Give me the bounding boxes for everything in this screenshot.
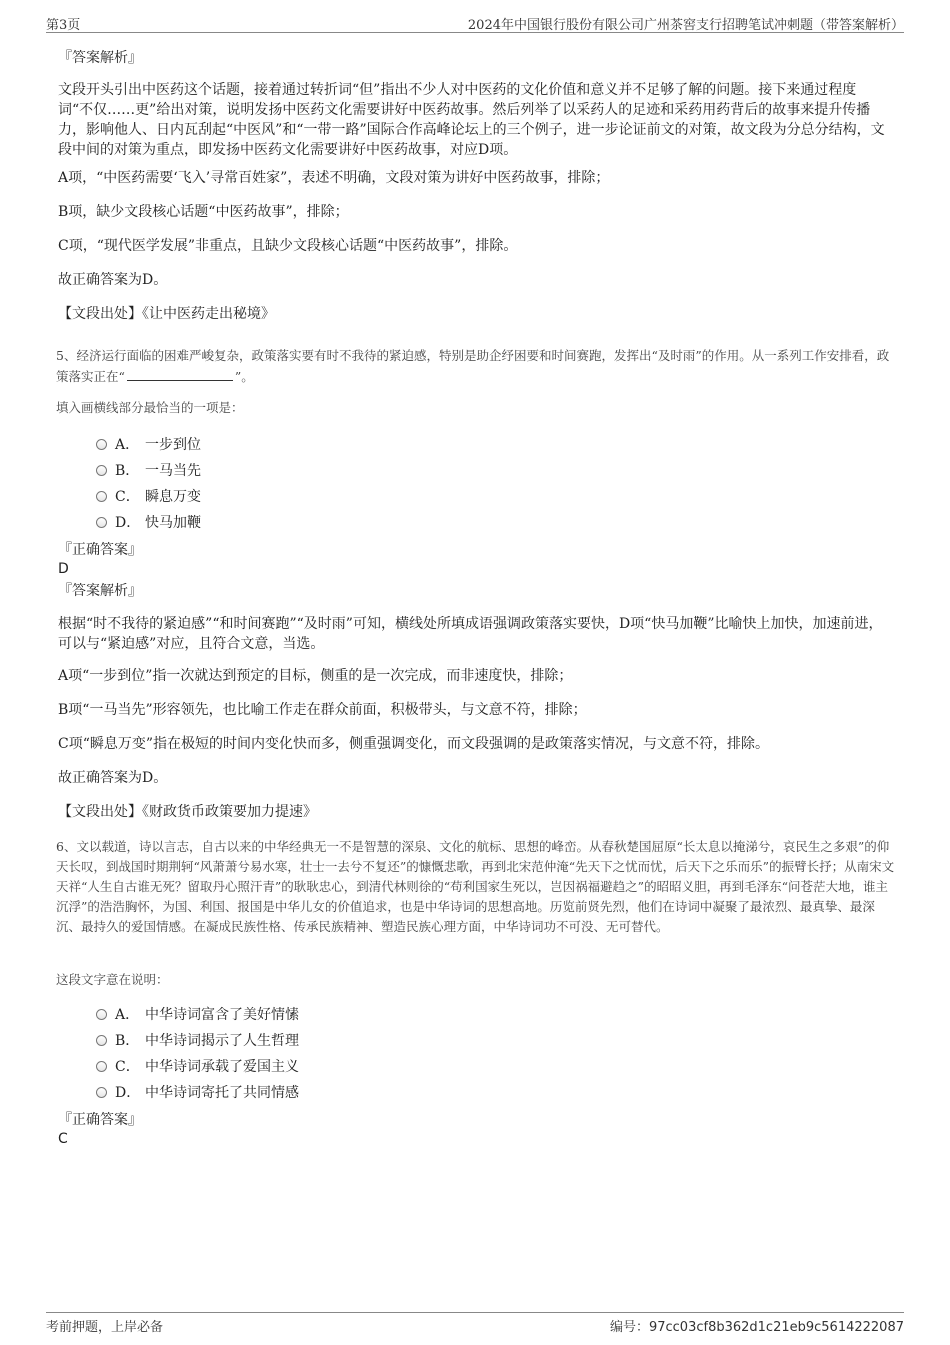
q5-blank-line xyxy=(127,366,233,381)
q5-answer: D xyxy=(58,561,69,577)
footer-slogan: 考前押题，上岸必备 xyxy=(46,1320,164,1335)
footer-code-value: 97cc03cf8b362d1c21eb9c5614222087 xyxy=(648,1320,904,1335)
q6-option-b[interactable]: B． 中华诗词揭示了人生哲理 xyxy=(96,1031,299,1051)
q5-option-a[interactable]: A． 一步到位 xyxy=(96,435,201,455)
q5-option-b-note: B项“一马当先”形容领先，也比喻工作走在群众前面，积极带头，与文意不符，排除； xyxy=(58,702,587,718)
radio-icon[interactable] xyxy=(96,1087,107,1098)
page-footer xyxy=(46,1312,904,1335)
q5-source: 【文段出处】《财政货币政策要加力提速》 xyxy=(58,804,317,820)
radio-icon[interactable] xyxy=(96,1009,107,1020)
q5-analysis-text: 根据“时不我待的紧迫感”“和时间赛跑”“及时雨”可知，横线处所填成语强调政策落实要快，D项“快马加鞭”比喻快上加快，加速前进，可以与“紧迫感”对应，且符合文意，当选。 xyxy=(58,616,883,652)
page-number: 第3页 xyxy=(46,18,81,33)
q5-prompt: 填入画横线部分最恰当的一项是： xyxy=(56,400,244,415)
page-header xyxy=(46,12,904,33)
radio-icon[interactable] xyxy=(96,439,107,450)
q4-option-c-note: C项，“现代医学发展”非重点，且缺少文段核心话题“中医药故事”，排除。 xyxy=(58,238,518,254)
radio-icon[interactable] xyxy=(96,491,107,502)
q5-option-c-note: C项“瞬息万变”指在极短的时间内变化快而多，侧重强调变化，而文段强调的是政策落实情况，与文意不符，排除。 xyxy=(58,736,770,752)
footer-code-label: 编号： xyxy=(609,1320,649,1335)
q4-source: 【文段出处】《让中医药走出秘境》 xyxy=(58,306,275,322)
q4-conclusion: 故正确答案为D。 xyxy=(58,272,168,288)
q5-stem xyxy=(56,346,896,387)
q6-prompt: 这段文字意在说明： xyxy=(56,972,169,987)
q5-option-a-note: A项“一步到位”指一次就达到预定的目标，侧重的是一次完成，而非速度快，排除； xyxy=(58,668,573,684)
footer-code xyxy=(610,1316,904,1335)
q6-option-c[interactable]: C． 中华诗词承载了爱国主义 xyxy=(96,1057,299,1077)
q6-option-a[interactable]: A． 中华诗词富含了美好情愫 xyxy=(96,1005,299,1025)
radio-icon[interactable] xyxy=(96,465,107,476)
q5-option-b[interactable]: B． 一马当先 xyxy=(96,461,201,481)
document-title: 2024年中国银行股份有限公司广州茶窖支行招聘笔试冲刺题（带答案解析） xyxy=(467,18,904,33)
q6-answer-tag: 『正确答案』 xyxy=(58,1112,142,1128)
q5-analysis-tag: 『答案解析』 xyxy=(58,583,142,599)
q5-option-d[interactable]: D． 快马加鞭 xyxy=(96,513,201,533)
radio-icon[interactable] xyxy=(96,517,107,528)
q6-stem: 6、文以载道，诗以言志，自古以来的中华经典无一不是智慧的深泉、文化的航标、思想的峰峦。从春秋楚国屈原“长太息以掩涕兮，哀民生之多艰”的仰天长叹，到战国时期荆轲“风萧萧兮易水寒，壮士一去兮不复还”的慷慨悲歌，再到北宋范仲淹“先天下之忧而忧，后天下之乐而乐”的振臂长抒；从南宋文天祥“人生自古谁无死？留取丹心照汗青”的耿耿忠心，到清代林则徐的“苟利国家生死以，岂因祸福避趋之”的昭昭义胆，再到毛泽东“问苍茫大地，谁主沉浮”的浩浩胸怀，为国、利国、报国是中华儿女的价值追求，也是中华诗词的思想高地。历览前贤先烈，他们在诗词中凝聚了最浓烈、最真挚、最深沉、最持久的爱国情感。在凝成民族性格、传承民族精神、塑造民族心理方面，中华诗词功不可没、无可替代。 xyxy=(56,839,895,934)
q6-answer: C xyxy=(58,1131,68,1147)
q5-option-c[interactable]: C． 瞬息万变 xyxy=(96,487,201,507)
radio-icon[interactable] xyxy=(96,1035,107,1046)
q5-stem-b: ”。 xyxy=(234,369,254,384)
q5-answer-tag: 『正确答案』 xyxy=(58,542,142,558)
q4-analysis-tag: 『答案解析』 xyxy=(58,50,142,66)
q4-option-a-note: A项，“中医药需要‘飞入’寻常百姓家”，表述不明确，文段对策为讲好中医药故事，排除； xyxy=(58,170,610,186)
q5-conclusion: 故正确答案为D。 xyxy=(58,770,168,786)
q4-analysis-text: 文段开头引出中医药这个话题，接着通过转折词“但”指出不少人对中医药的文化价值和意义并不足够了解的问题。接下来通过程度词“不仅……更”给出对策，说明发扬中医药文化需要讲好中医药故事。然后列举了以采药人的足迹和采药用药背后的故事来提升传播力，影响他人、日内瓦刮起“中医风”和“一带一路”国际合作高峰论坛上的三个例子，进一步论证前文的对策，故文段为分总分结构，文段中间的对策为重点，即发扬中医药文化需要讲好中医药故事，对应D项。 xyxy=(58,82,885,158)
radio-icon[interactable] xyxy=(96,1061,107,1072)
q6-option-d[interactable]: D． 中华诗词寄托了共同情感 xyxy=(96,1083,299,1103)
q5-stem-a: 5、经济运行面临的困难严峻复杂，政策落实要有时不我待的紧迫感，特别是助企纾困要和时间赛跑，发挥出“及时雨”的作用。从一系列工作安排看，政策落实正在“ xyxy=(56,348,890,384)
q4-option-b-note: B项，缺少文段核心话题“中医药故事”，排除； xyxy=(58,204,349,220)
